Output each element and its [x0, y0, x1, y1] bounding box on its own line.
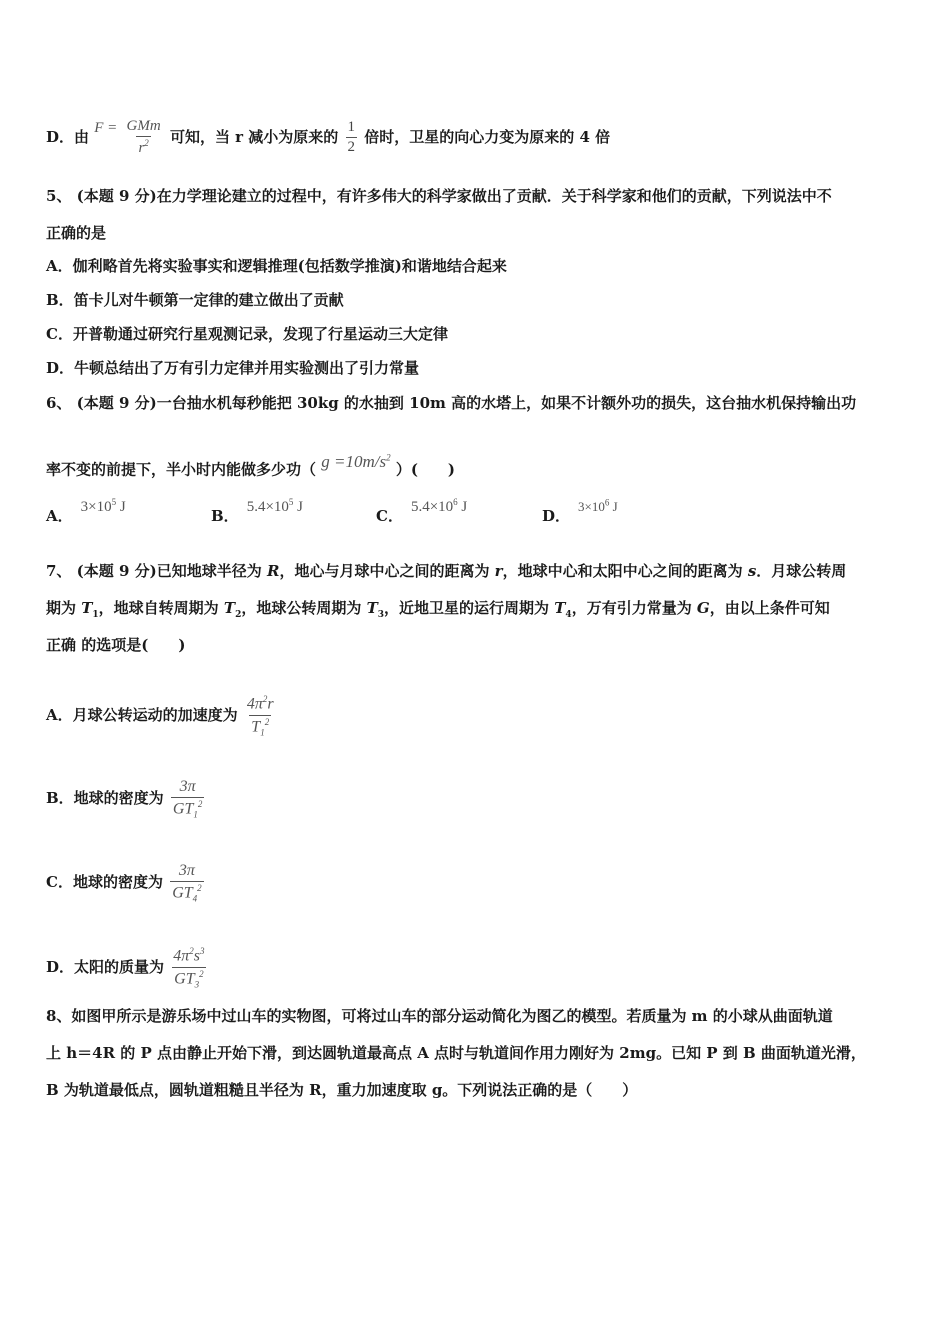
q4-option-d: D．由 F = $\frac{\text{GMm}}{r^2}$ 可知，当 r 减小为原来的 $\frac{1}{2}$ 倍时，卫星的向心力变为原来的 4 倍: [46, 118, 611, 157]
q5-option-a: A．伽利略首先将实验事实和逻辑推理(包括数学推演)和谐地结合起来: [46, 257, 507, 275]
q8-line2: 上 h＝4R 的 P 点由静止开始下滑，到达圆轨道最高点 A 点时与轨道间作用力刚好为 2mg。已知 P 到 B 曲面轨道光滑，: [46, 1044, 866, 1062]
g-value: $g =10m/s^2$: [321, 451, 391, 471]
half-fraction: $\frac{1}{2}$: [347, 119, 356, 156]
q7-stem-line3: 正确 的选项是( ): [46, 636, 186, 654]
q6-stem-line1: 6、 (本题 9 分)一台抽水机每秒能把 30kg 的水抽到 10m 高的水塔上，如果不计额外功的损失，这台抽水机保持输出功: [46, 394, 857, 412]
q5-option-c: C．开普勒通过研究行星观测记录，发现了行星运动三大定律: [46, 325, 448, 343]
q5-stem-line1: 5、 (本题 9 分)在力学理论建立的过程中，有许多伟大的科学家做出了贡献．关于科学家和他们的贡献，下列说法中不: [46, 187, 832, 205]
q7-option-c: C．地球的密度为 $\frac{3\pi}{GT_4^2}$: [46, 862, 202, 904]
q6-option-d: D．$3\times 10^6$ J: [542, 497, 618, 525]
formula-fraction: $\frac{\text{GMm}}{r^2}$: [126, 118, 161, 157]
density-fraction-t4: $\frac{3\pi}{GT_4^2}$: [172, 862, 202, 904]
q6-option-b: B． $5.4\times 10^5$ J: [211, 497, 303, 525]
q8-line1: 8、如图甲所示是游乐场中过山车的实物图，可将过山车的部分运动简化为图乙的模型。若质量为 m 的小球从曲面轨道: [46, 1007, 833, 1025]
formula-lhs: F =: [94, 119, 118, 136]
q5-option-b: B．笛卡儿对牛顿第一定律的建立做出了贡献: [46, 291, 344, 309]
density-fraction-t1: $\frac{3\pi}{GT_1^2}$: [172, 778, 203, 820]
q7-option-b: B．地球的密度为 $\frac{3\pi}{GT_1^2}$: [46, 778, 203, 820]
q6-option-a: A． $3\times 10^5$ J: [46, 497, 126, 525]
q8-line3: B 为轨道最低点，圆轨道粗糙且半径为 R，重力加速度取 g。下列说法正确的是（ ）: [46, 1081, 638, 1099]
q7-stem-line2: 期为 $T_1$，地球自转周期为 $T_2$，地球公转周期为 $T_3$，近地卫星的运行周期为 $T_4$，万有引力常量为 G，由以上条件可知: [46, 599, 830, 620]
accel-fraction: $\frac{4\pi^2r}{T_1^2}$: [246, 694, 274, 738]
q5-option-d: D．牛顿总结出了万有引力定律并用实验测出了引力常量: [46, 359, 420, 377]
q6-stem-line2: 率不变的前提下，半小时内能做多少功（ $g =10m/s^2$ ）( ): [46, 451, 456, 479]
q6-option-c: C． $5.4\times 10^6$ J: [376, 497, 468, 525]
sun-mass-fraction: $\frac{4\pi^2s^3}{GT_3^2}$: [173, 946, 205, 990]
q7-stem-line1: 7、 (本题 9 分)已知地球半径为 R，地心与月球中心之间的距离为 r，地球中心和太阳中心之间的距离为 s．月球公转周: [46, 562, 847, 580]
q5-stem-line2: 正确的是: [46, 224, 107, 242]
q7-option-a: A．月球公转运动的加速度为 $\frac{4\pi^2r}{T_1^2}$: [46, 694, 274, 738]
q7-option-d: D．太阳的质量为 $\frac{4\pi^2s^3}{GT_3^2}$: [46, 946, 205, 990]
